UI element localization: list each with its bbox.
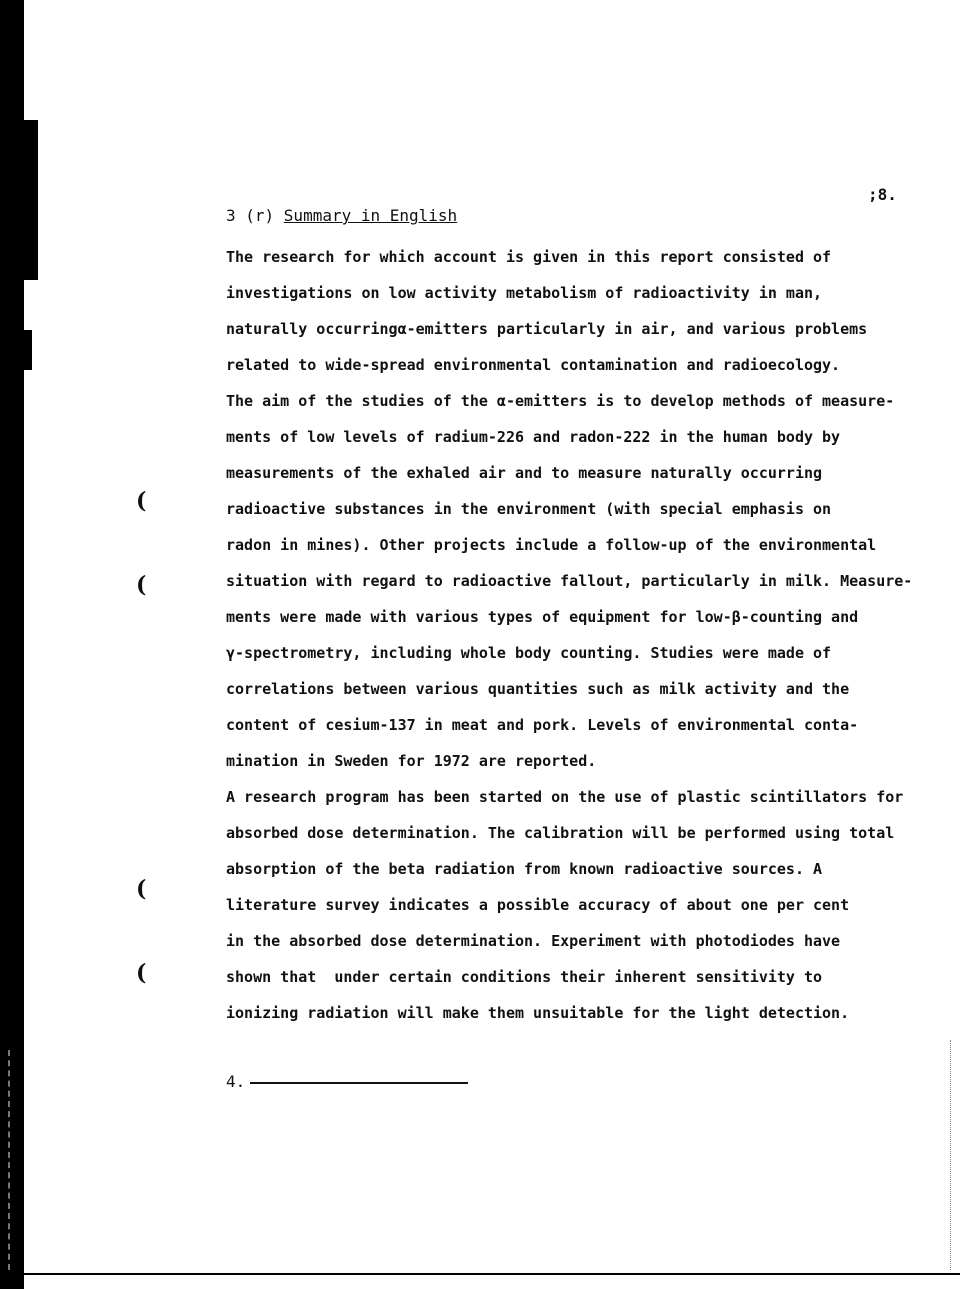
margin-mark: ( xyxy=(136,960,147,986)
scan-bottom-edge xyxy=(0,1273,960,1275)
summary-line: ments were made with various types of equipment for low-β-counting and xyxy=(226,608,859,626)
summary-line: investigations on low activity metabolism of radioactivity in man, xyxy=(226,284,823,302)
summary-line: content of cesium-137 in meat and pork. Levels of environmental conta- xyxy=(226,716,859,734)
section-prefix: 3 (r) xyxy=(226,206,284,225)
summary-line: mination in Sweden for 1972 are reported. xyxy=(226,752,597,770)
scan-edge-artifact xyxy=(20,120,38,280)
summary-line: shown that under certain conditions their inherent sensitivity to xyxy=(226,968,823,986)
margin-mark: ( xyxy=(136,876,147,902)
section-heading xyxy=(226,206,457,225)
summary-line: The research for which account is given in this report consisted of xyxy=(226,248,832,266)
page-number: ;8. xyxy=(868,185,897,204)
summary-line: radioactive substances in the environment (with special emphasis on xyxy=(226,500,832,518)
summary-line: measurements of the exhaled air and to measure naturally occurring xyxy=(226,464,823,482)
footnote-number: 4. xyxy=(226,1072,246,1091)
summary-line: ionizing radiation will make them unsuitable for the light detection. xyxy=(226,1004,850,1022)
summary-line: absorption of the beta radiation from known radioactive sources. A xyxy=(226,860,823,878)
summary-line: The aim of the studies of the α-emitters is to develop methods of measure- xyxy=(226,392,895,410)
section-title: Summary in English xyxy=(283,206,458,225)
summary-line: related to wide-spread environmental contamination and radioecology. xyxy=(226,356,841,374)
margin-mark: ( xyxy=(136,572,147,598)
summary-line: absorbed dose determination. The calibration will be performed using total xyxy=(226,824,895,842)
scan-edge-artifact xyxy=(950,1040,952,1270)
summary-line: radon in mines). Other projects include a follow-up of the environmental xyxy=(226,536,877,554)
summary-line: A research program has been started on the use of plastic scintillators for xyxy=(226,788,904,806)
scan-edge-artifact xyxy=(8,1050,16,1270)
summary-line: situation with regard to radioactive fallout, particularly in milk. Measure- xyxy=(226,572,913,590)
summary-line: literature survey indicates a possible accuracy of about one per cent xyxy=(226,896,850,914)
scan-edge-artifact xyxy=(20,330,32,370)
summary-line: ments of low levels of radium-226 and radon-222 in the human body by xyxy=(226,428,841,446)
footnote-rule xyxy=(250,1082,468,1084)
margin-mark: ( xyxy=(136,488,147,514)
summary-line: γ-spectrometry, including whole body counting. Studies were made of xyxy=(226,644,832,662)
summary-line: naturally occurringα-emitters particularly in air, and various problems xyxy=(226,320,868,338)
summary-line: correlations between various quantities such as milk activity and the xyxy=(226,680,850,698)
summary-line: in the absorbed dose determination. Experiment with photodiodes have xyxy=(226,932,841,950)
